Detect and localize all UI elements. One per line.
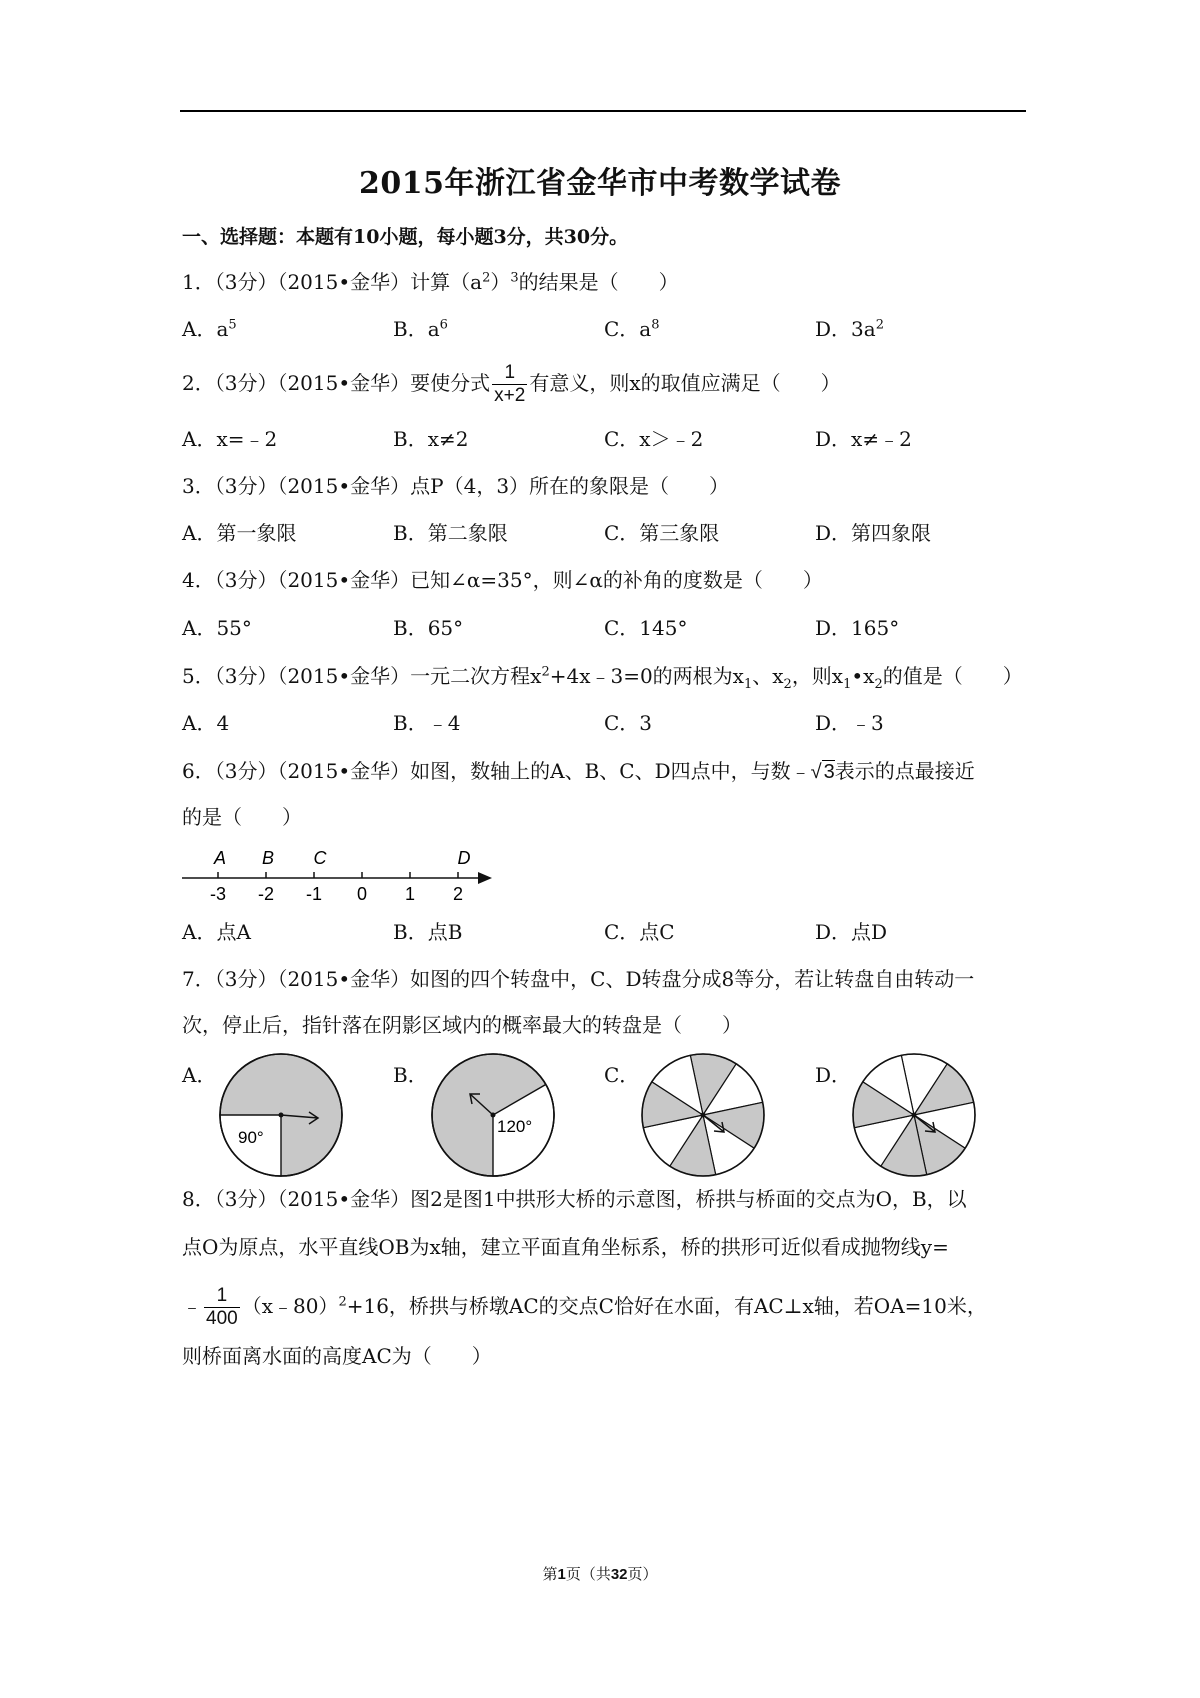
q2-fraction: $\frac{1}{x+2}$: [494, 362, 526, 406]
q1-option-c[interactable]: C．$a^8$: [604, 317, 660, 341]
q1-option-a[interactable]: A．$a^5$: [182, 317, 237, 341]
point-label-a: A: [213, 848, 227, 868]
question-6: 6．（3分）（2015•金华）如图，数轴上的A、B、C、D四点中，与数﹣√ 3表示的点最接近: [182, 759, 975, 783]
spinner-c[interactable]: [640, 1052, 770, 1182]
q1-prefix: 1．（3分）（2015•金华）计算（a: [182, 270, 483, 294]
q8-fraction: $\frac{1}{400}$: [206, 1285, 238, 1329]
q2-suffix: 有意义，则x的取值应满足（ ）: [529, 371, 841, 395]
question-7: 7．（3分）（2015•金华）如图的四个转盘中，C、D转盘分成8等分，若让转盘自由转动一: [182, 967, 975, 991]
tick-label: -2: [257, 884, 275, 904]
q2-option-c[interactable]: C．x＞﹣2: [604, 427, 704, 451]
q2-option-a[interactable]: A．x=﹣2: [182, 427, 278, 451]
page-title: 2015年浙江省金华市中考数学试卷: [359, 166, 841, 201]
q3-option-c[interactable]: C．第三象限: [604, 521, 720, 545]
q6-option-d[interactable]: D．点D: [815, 920, 888, 944]
axis-arrow-icon: [478, 872, 492, 884]
q4-option-a[interactable]: A．55°: [182, 616, 252, 640]
sqrt-symbol: √ 3: [810, 761, 835, 783]
q6-option-b[interactable]: B．点B: [393, 920, 463, 944]
q3-option-b[interactable]: B．第二象限: [393, 521, 508, 545]
spinner-a[interactable]: [218, 1052, 348, 1182]
q1-sup2: 3: [510, 270, 519, 286]
q5-option-d[interactable]: D．﹣3: [815, 711, 884, 735]
q3-option-d[interactable]: D．第四象限: [815, 521, 932, 545]
question-8: 8．（3分）（2015•金华）图2是图1中拱形大桥的示意图，桥拱与桥面的交点为O，B，以: [182, 1187, 967, 1211]
tick-label: -3: [209, 884, 227, 904]
tick-label: 0: [356, 884, 368, 904]
question-3: 3．（3分）（2015•金华）点P（4，3）所在的象限是（ ）: [182, 474, 730, 498]
q2-option-b[interactable]: B．x≠2: [393, 427, 469, 451]
q1-option-d[interactable]: D．$3a^2$: [815, 317, 884, 341]
q1-suffix: 的结果是（ ）: [518, 270, 679, 294]
q5-option-c[interactable]: C．3: [604, 711, 653, 735]
angle-label-120: 120°: [497, 1117, 533, 1136]
page-number: 1: [557, 1566, 566, 1583]
angle-label-90: 90°: [238, 1128, 264, 1147]
question-8-line4: 则桥面离水面的高度AC为（ ）: [182, 1344, 492, 1368]
spinner-d[interactable]: [851, 1052, 981, 1182]
q2-prefix: 2．（3分）（2015•金华）要使分式: [182, 371, 491, 395]
point-label-c: C: [313, 848, 327, 868]
question-7-line2: 次，停止后，指针落在阴影区域内的概率最大的转盘是（ ）: [182, 1013, 742, 1037]
q6-option-c[interactable]: C．点C: [604, 920, 675, 944]
q1-sup1: 2: [482, 270, 491, 286]
q3-option-a[interactable]: A．第一象限: [182, 521, 297, 545]
section-heading: 一、选择题：本题有10小题，每小题3分，共30分。: [182, 226, 629, 248]
question-2: [182, 362, 841, 407]
q6-option-a[interactable]: A．点A: [182, 920, 251, 944]
number-line-figure: [180, 842, 500, 906]
question-6-line2: 的是（ ）: [182, 805, 302, 829]
q1-mid: ）: [490, 270, 511, 294]
q5-option-a[interactable]: A．4: [182, 711, 230, 735]
spinner-b[interactable]: [430, 1052, 560, 1182]
tick-label: 2: [452, 884, 464, 904]
question-5: 5．（3分）（2015•金华）一元二次方程$x^2+4x﹣3=0$的两根为$x_1$、$x_2$，则$x_1•x_2$的值是（ ）: [182, 664, 1023, 692]
q7-option-a[interactable]: A．: [182, 1063, 217, 1087]
q1-option-b[interactable]: B．$a^6$: [393, 317, 448, 341]
q5-option-b[interactable]: B．﹣4: [393, 711, 461, 735]
question-4: 4．（3分）（2015•金华）已知∠α=35°，则∠α的补角的度数是（ ）: [182, 568, 823, 592]
page-footer: 第1页（共32页）: [542, 1565, 658, 1583]
q7-option-c[interactable]: C．: [604, 1063, 640, 1087]
tick-label: 1: [404, 884, 416, 904]
q4-option-d[interactable]: D．165°: [815, 616, 900, 640]
header-rule: [180, 110, 1026, 112]
question-8-line3: ﹣ $\frac{1}{400}$ （x﹣80）$^2$+16，桥拱与桥墩AC的交点C恰好在水面，有AC⊥x轴，若OA=10米，: [182, 1285, 987, 1329]
question-1: [182, 268, 679, 296]
number-line-ticks: [218, 872, 458, 878]
point-label-b: B: [261, 848, 275, 868]
q4-option-c[interactable]: C．145°: [604, 616, 688, 640]
point-label-d: D: [457, 848, 471, 868]
q4-option-b[interactable]: B．65°: [393, 616, 464, 640]
q2-option-d[interactable]: D．x≠﹣2: [815, 427, 912, 451]
question-8-line2: 点O为原点，水平直线OB为x轴，建立平面直角坐标系，桥的拱形可近似看成抛物线y=: [182, 1235, 949, 1259]
total-pages: 32: [610, 1566, 628, 1583]
tick-label: -1: [305, 884, 323, 904]
q7-option-d[interactable]: D．: [815, 1063, 852, 1087]
q7-option-b[interactable]: B．: [393, 1063, 428, 1087]
